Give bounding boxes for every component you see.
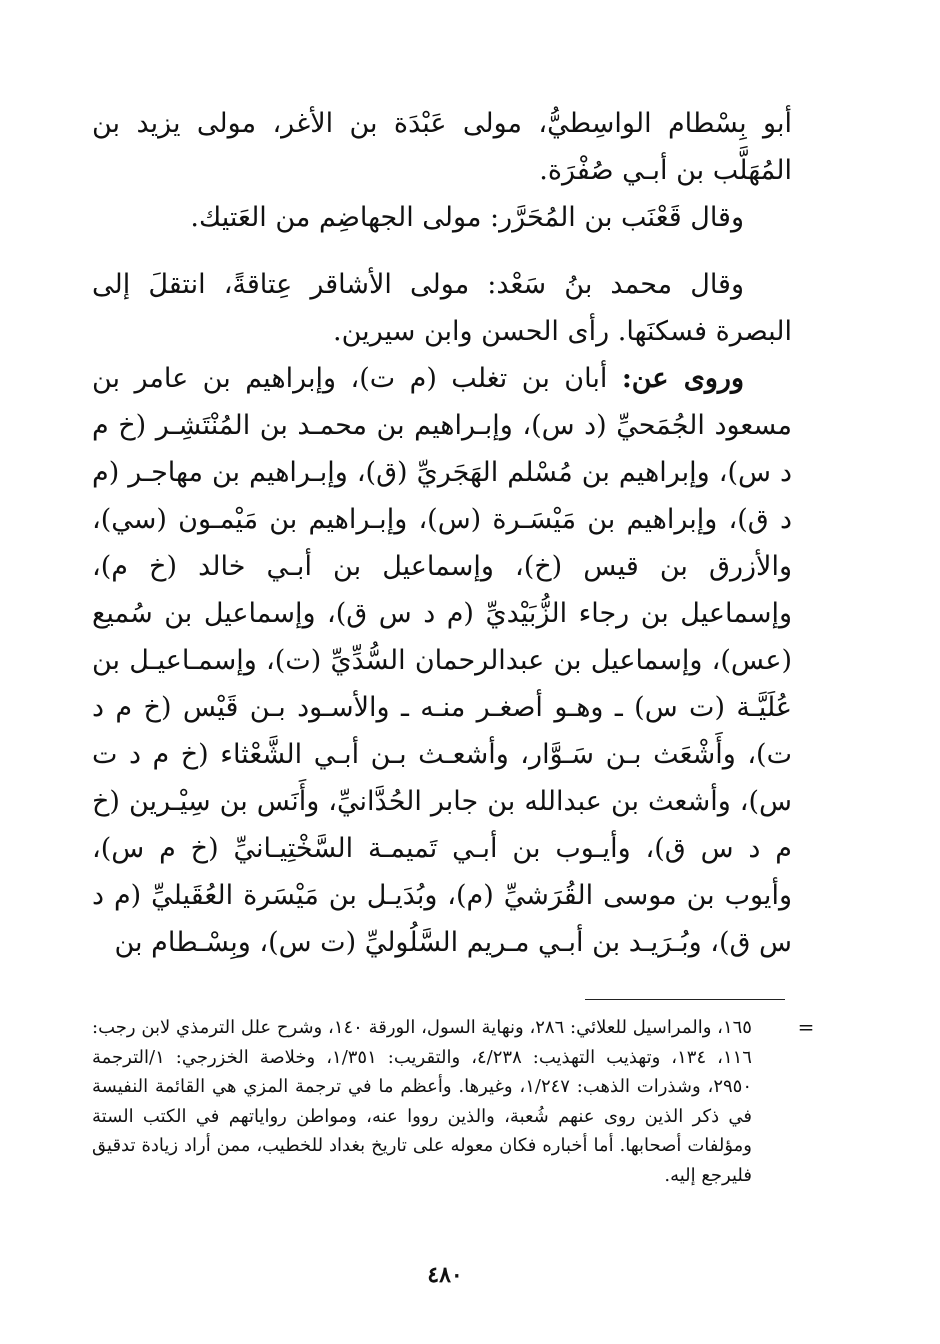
paragraph-1-text: أبو بِسْطام الواسِطيُّ، مولى عَبْدَة بن الأغر، مولى يزيد بن المُهَلَّب بن أبـي صُفْرَة. (92, 108, 792, 186)
footnote-continuation-marker: = (797, 1015, 815, 1039)
footnote-separator (585, 999, 785, 1000)
paragraph-2-text: وقال قَعْنَب بن المُحَرَّر: مولى الجهاضِم من العَتيك. (190, 202, 744, 233)
paragraph-4 (92, 355, 792, 966)
narrators-list: أبان بن تغلب (م ت)، وإبراهيم بن عامر بن مسعود الجُمَحيِّ (د س)، وإبـراهيم بن محمـد بن المُنْتَشِـر (خ م د س)، وإبراهيم بن مُسْلم الهَجَريِّ (ق)، وإبـراهيم بن مهاجـر (م د ق)، وإبراهيم بن مَيْسَـرة (س)، وإبـراهيم بن مَيْمـون (سي)، والأزرق بن قيس (خ)، وإسماعيل بن أبـي خالد (خ م)، وإسماعيل بن رجاء الزُّبَيْديِّ (م د س ق)، وإسماعيل بن سُميع (عس)، وإسماعيل بن عبدالرحمان السُّدِّيِّ (ت)، وإسمـاعيـل بن عُلَيَّـة (ت س) ـ وهـو أصغـر منـه ـ والأسـود بـن قَيْس (خ م د ت)، وأَشْعَث بـن سَـوَّار، وأشعـث بـن أبـي الشَّعْثاء (خ م د ت س)، وأشعث بن عبدالله بن جابر الحُدَّانيِّ، وأَنَس بن سِيْـرين (خ م د س ق)، وأيـوب بن أبـي تَميمـة السَّخْتِيـانيِّ (خ م س)، وأيوب بن موسى القُرَشيِّ (م)، وبُدَيـل بن مَيْسَرة العُقَيليِّ (م د س ق)، وبُـرَيـد بن أبـي مـريم السَّلُوليِّ (ت س)، وبِسْـطام بن (92, 363, 792, 958)
paragraph-3 (92, 261, 792, 355)
narrated-from-heading: وروى عن: (621, 363, 744, 394)
page-number: ٤٨٠ (427, 1262, 463, 1288)
paragraph-3-text: وقال محمد بنُ سَعْد: مولى الأشاقر عِتاقةً، انتقلَ إلى البصرة فسكنَها. رأى الحسن وابن سيرين. (92, 269, 792, 347)
footnote-text: ١٦٥، والمراسيل للعلائي: ٢٨٦، ونهاية السول، الورقة ١٤٠، وشرح علل الترمذي لابن رجب: ١١٦، ١٣٤، وتهذيب التهذيب: ٤/٢٣٨، والتقريب: ١/٣٥١، وخلاصة الخزرجي: ١/الترجمة ٢٩٥٠، وشذرات الذهب: ١/٢٤٧، وغيرها. وأعظم ما في ترجمة المزي هي القائمة النفيسة في ذكر الذين روى عنهم شُعبة، والذين رووا عنه، ومواطن رواياتهم في الكتب الستة ومؤلفات أصحابها. أما أخباره فكان معوله على تاريخ بغداد للخطيب، ممن أراد زيادة تدقيق فليرجع إليه. (92, 1017, 752, 1186)
paragraph-1 (92, 100, 792, 194)
paragraph-2 (92, 194, 792, 241)
paragraph-4-text (92, 355, 792, 966)
